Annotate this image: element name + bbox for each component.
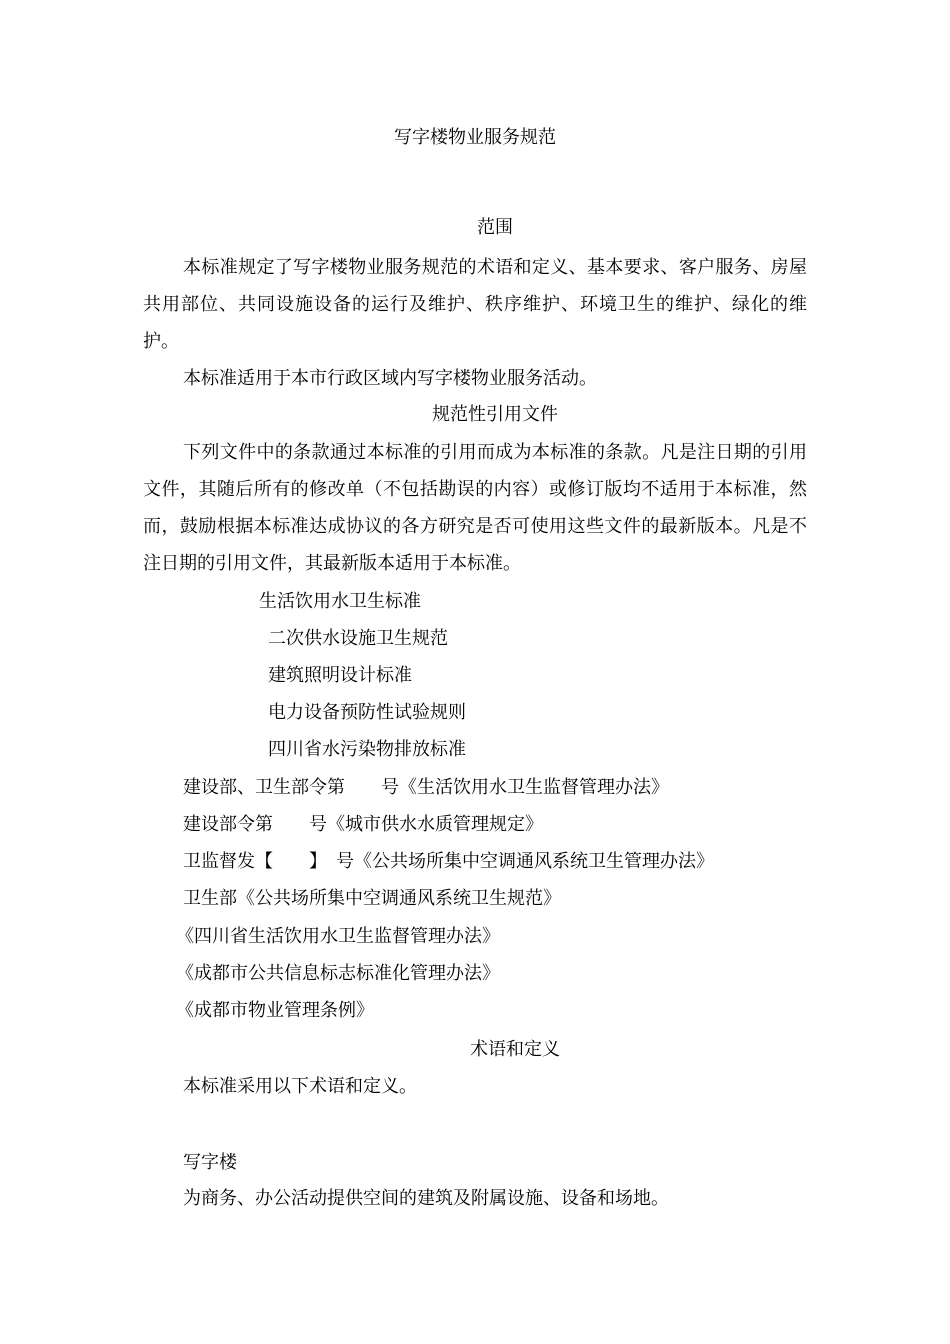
ref-item: 卫生部《公共场所集中空调通风系统卫生规范》	[183, 888, 561, 909]
ref-item: 建设部令第 号《城市供水水质管理规定》	[183, 814, 543, 835]
terms-heading: 术语和定义	[470, 1039, 560, 1060]
ref-item: 二次供水设施卫生规范	[268, 628, 448, 649]
scope-heading: 范围	[477, 217, 513, 238]
ref-item: 电力设备预防性试验规则	[268, 702, 466, 723]
ref-item: 《成都市公共信息标志标准化管理办法》	[176, 963, 500, 984]
ref-item: 生活饮用水卫生标准	[259, 591, 421, 612]
ref-item: 建筑照明设计标准	[268, 665, 412, 686]
term-name: 写字楼	[183, 1152, 237, 1173]
ref-item: 四川省水污染物排放标准	[268, 739, 466, 760]
scope-paragraph-2: 本标准适用于本市行政区域内写字楼物业服务活动。	[183, 368, 597, 389]
ref-item: 卫监督发【 】 号《公共场所集中空调通风系统卫生管理办法》	[183, 851, 714, 872]
ref-item: 《成都市物业管理条例》	[176, 1000, 374, 1021]
terms-intro: 本标准采用以下术语和定义。	[183, 1076, 417, 1097]
scope-paragraph-1: 本标准规定了写字楼物业服务规范的术语和定义、基本要求、客户服务、房屋共用部位、共同设施设备的运行及维护、秩序维护、环境卫生的维护、绿化的维护。	[143, 257, 807, 352]
refs-paragraph-1: 下列文件中的条款通过本标准的引用而成为本标准的条款。凡是注日期的引用文件，其随后所有的修改单（不包括勘误的内容）或修订版均不适用于本标准，然而，鼓励根据本标准达成协议的各方研究是否可使用这些文件的最新版本。凡是不注日期的引用文件，其最新版本适用于本标准。	[143, 442, 807, 574]
document-title: 写字楼物业服务规范	[394, 127, 556, 148]
ref-item: 《四川省生活饮用水卫生监督管理办法》	[176, 926, 500, 947]
refs-heading: 规范性引用文件	[432, 404, 558, 425]
ref-item: 建设部、卫生部令第 号《生活饮用水卫生监督管理办法》	[183, 777, 669, 798]
term-definition: 为商务、办公活动提供空间的建筑及附属设施、设备和场地。	[183, 1188, 669, 1209]
